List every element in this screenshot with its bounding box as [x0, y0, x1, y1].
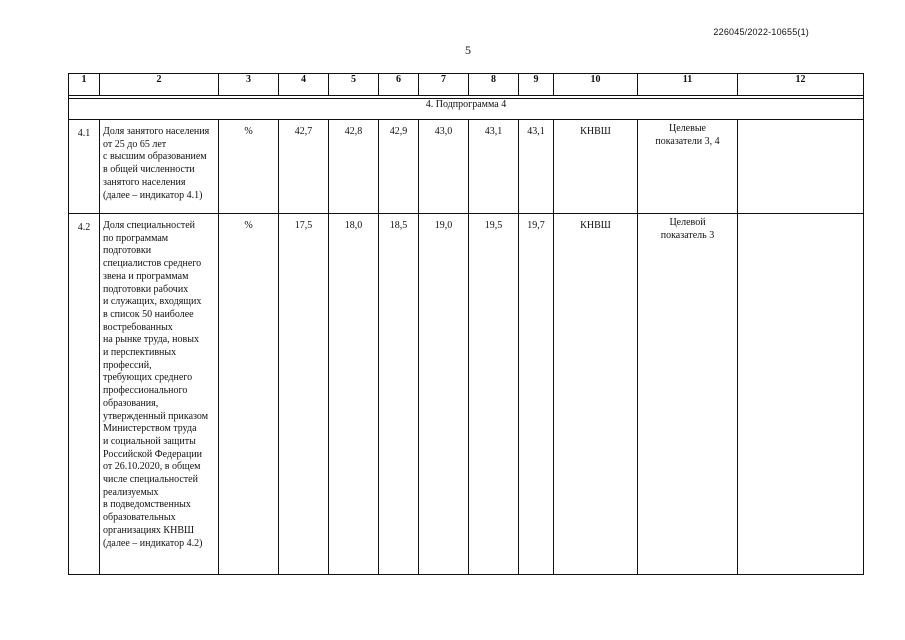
indicator-name-line: подготовки	[103, 245, 152, 257]
column-header: 8	[469, 74, 519, 96]
value-cell: 42,7	[279, 120, 329, 214]
document-id: 226045/2022-10655(1)	[713, 27, 809, 37]
column-header: 3	[219, 74, 279, 96]
indicator-name-line: Министерством труда	[103, 423, 197, 435]
indicator-name-line: на рынке труда, новых	[103, 334, 199, 346]
note-line: Целевые	[669, 123, 706, 134]
indicator-name-line: (далее – индикатор 4.2)	[103, 537, 203, 549]
table-row	[69, 120, 864, 214]
column-header-row	[69, 74, 864, 96]
indicator-name-line: в общей численности	[103, 164, 195, 176]
indicator-name-line: и социальной защиты	[103, 435, 196, 447]
column-header: 4	[279, 74, 329, 96]
indicator-name-line: образовательных	[103, 512, 176, 524]
column-header: 12	[738, 74, 864, 96]
value-cell: 43,1	[469, 120, 519, 214]
note-line: показатели 3, 4	[655, 135, 720, 147]
unit-cell: %	[219, 214, 279, 575]
column-header: 2	[100, 74, 219, 96]
value-cell: 19,7	[519, 214, 554, 575]
unit-cell: %	[219, 120, 279, 214]
note-line: показатель 3	[660, 229, 715, 241]
note-cell	[638, 214, 738, 575]
indicator-name-line: специалистов среднего	[103, 258, 202, 270]
value-cell: 43,0	[419, 120, 469, 214]
extra-cell	[738, 214, 864, 575]
indicator-name-line: востребованных	[103, 321, 173, 333]
indicator-name-line: от 26.10.2020, в общем	[103, 461, 201, 473]
responsible-cell: КНВШ	[554, 120, 638, 214]
indicator-name	[100, 214, 219, 575]
indicator-name-line: и служащих, входящих	[103, 296, 202, 308]
value-cell: 43,1	[519, 120, 554, 214]
column-header: 1	[69, 74, 100, 96]
indicator-name-line: Доля занятого населения	[103, 126, 210, 137]
indicator-name-line: организациях КНВШ	[103, 524, 195, 536]
indicator-name-line: профессионального	[103, 385, 188, 397]
row-number: 4.1	[69, 120, 100, 214]
indicator-name-line: утвержденный приказом	[103, 410, 209, 422]
note-line: Целевой	[669, 217, 706, 228]
indicator-name-line: звена и программам	[103, 270, 189, 282]
column-header: 6	[379, 74, 419, 96]
indicator-name-line: и перспективных	[103, 347, 177, 359]
value-cell: 17,5	[279, 214, 329, 575]
column-header: 9	[519, 74, 554, 96]
responsible-cell: КНВШ	[554, 214, 638, 575]
column-header: 7	[419, 74, 469, 96]
value-cell: 42,9	[379, 120, 419, 214]
indicator-name-line: профессий,	[103, 359, 152, 371]
column-header: 10	[554, 74, 638, 96]
indicator-name-line: реализуемых	[103, 486, 159, 498]
indicator-name-line: по программам	[103, 232, 169, 244]
indicator-name-line: в подведомственных	[103, 499, 191, 511]
section-title: 4. Подпрограмма 4	[69, 99, 864, 120]
value-cell: 19,0	[419, 214, 469, 575]
indicator-name-line: Российской Федерации	[103, 448, 203, 460]
note-cell	[638, 120, 738, 214]
row-number: 4.2	[69, 214, 100, 575]
page-number: 5	[465, 43, 471, 57]
indicator-name	[100, 120, 219, 214]
value-cell: 18,0	[329, 214, 379, 575]
indicator-name-line: Доля специальностей	[103, 220, 195, 231]
indicator-name-line: занятого населения	[103, 176, 186, 188]
extra-cell	[738, 120, 864, 214]
table-row	[69, 214, 864, 575]
indicator-name-line: от 25 до 65 лет	[103, 138, 167, 150]
indicator-name-line: числе специальностей	[103, 474, 198, 486]
indicator-name-line: (далее – индикатор 4.1)	[103, 189, 203, 201]
indicator-name-line: подготовки рабочих	[103, 283, 189, 295]
indicators-table	[68, 73, 864, 575]
section-row	[69, 99, 864, 120]
column-header: 5	[329, 74, 379, 96]
indicator-name-line: с высшим образованием	[103, 151, 207, 163]
indicator-name-line: образования,	[103, 397, 159, 409]
indicator-name-line: в список 50 наиболее	[103, 308, 194, 320]
column-header: 11	[638, 74, 738, 96]
value-cell: 19,5	[469, 214, 519, 575]
value-cell: 42,8	[329, 120, 379, 214]
value-cell: 18,5	[379, 214, 419, 575]
indicator-name-line: требующих среднего	[103, 372, 193, 384]
